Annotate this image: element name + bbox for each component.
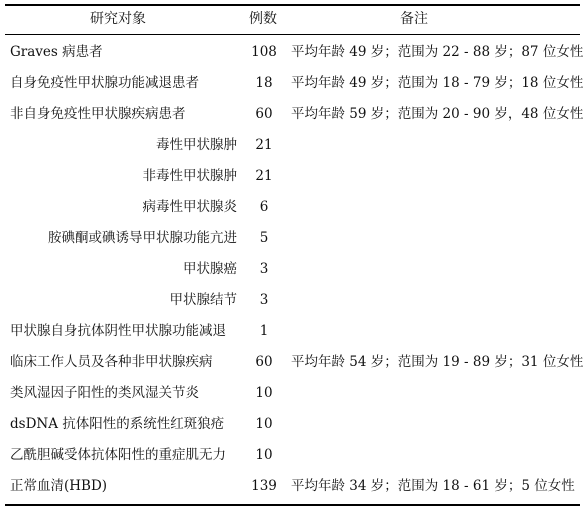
subject-cell: 自身免疫性甲状腺功能减退患者 xyxy=(10,75,199,91)
table-row xyxy=(0,444,583,475)
count-cell: 108 xyxy=(251,44,277,60)
subject-cell: 甲状腺自身抗体阴性甲状腺功能减退 xyxy=(10,323,226,339)
subject-cell: dsDNA 抗体阳性的系统性红斑狼疮 xyxy=(10,416,225,432)
count-cell: 3 xyxy=(259,261,269,277)
header-subject: 研究对象 xyxy=(90,11,146,27)
subject-cell: 非毒性甲状腺肿 xyxy=(142,168,237,184)
table-row xyxy=(0,103,583,134)
count-cell: 10 xyxy=(255,447,273,463)
subject-cell: 甲状腺癌 xyxy=(183,261,237,277)
count-cell: 21 xyxy=(255,137,273,153)
subject-cell: 毒性甲状腺肿 xyxy=(156,137,237,153)
subject-cell: 正常血清(HBD) xyxy=(10,478,108,494)
count-cell: 6 xyxy=(259,199,269,215)
table-row xyxy=(0,289,583,320)
count-cell: 21 xyxy=(255,168,273,184)
header-count: 例数 xyxy=(249,11,277,27)
notes-cell: 平均年龄 34 岁；范围为 18 - 61 岁；5 位女性 xyxy=(291,478,575,494)
table-bottom-rule xyxy=(5,504,580,506)
count-cell: 3 xyxy=(259,292,269,308)
table-row xyxy=(0,227,583,258)
header-notes: 备注 xyxy=(400,11,428,27)
table-top-rule xyxy=(5,4,580,6)
table-row xyxy=(0,382,583,413)
subject-cell: 胺碘酮或碘诱导甲状腺功能亢进 xyxy=(48,230,237,246)
table-row xyxy=(0,72,583,103)
notes-cell: 平均年龄 59 岁；范围为 20 - 90 岁，48 位女性 xyxy=(291,106,583,122)
count-cell: 60 xyxy=(255,354,273,370)
table-row xyxy=(0,258,583,289)
count-cell: 10 xyxy=(255,385,273,401)
subject-cell: 甲状腺结节 xyxy=(169,292,237,308)
table-row xyxy=(0,134,583,165)
count-cell: 139 xyxy=(251,478,277,494)
subject-cell: 非自身免疫性甲状腺疾病患者 xyxy=(10,106,186,122)
table-row xyxy=(0,320,583,351)
notes-cell: 平均年龄 54 岁；范围为 19 - 89 岁；31 位女性 xyxy=(291,354,583,370)
table-row xyxy=(0,413,583,444)
table-row xyxy=(0,165,583,196)
table-row xyxy=(0,41,583,72)
subject-cell: 病毒性甲状腺炎 xyxy=(142,199,237,215)
notes-cell: 平均年龄 49 岁；范围为 18 - 79 岁；18 位女性 xyxy=(291,75,583,91)
notes-cell: 平均年龄 49 岁；范围为 22 - 88 岁；87 位女性 xyxy=(291,44,583,60)
table-row xyxy=(0,351,583,382)
subject-cell: Graves 病患者 xyxy=(10,44,103,60)
count-cell: 5 xyxy=(259,230,269,246)
subject-cell: 临床工作人员及各种非甲状腺疾病 xyxy=(10,354,213,370)
count-cell: 60 xyxy=(255,106,273,122)
count-cell: 10 xyxy=(255,416,273,432)
table-row xyxy=(0,196,583,227)
count-cell: 18 xyxy=(255,75,273,91)
count-cell: 1 xyxy=(259,323,269,339)
subject-cell: 乙酰胆碱受体抗体阳性的重症肌无力 xyxy=(10,447,226,463)
table-row xyxy=(0,475,583,506)
table-header-rule xyxy=(5,34,580,35)
subject-cell: 类风湿因子阳性的类风湿关节炎 xyxy=(10,385,199,401)
